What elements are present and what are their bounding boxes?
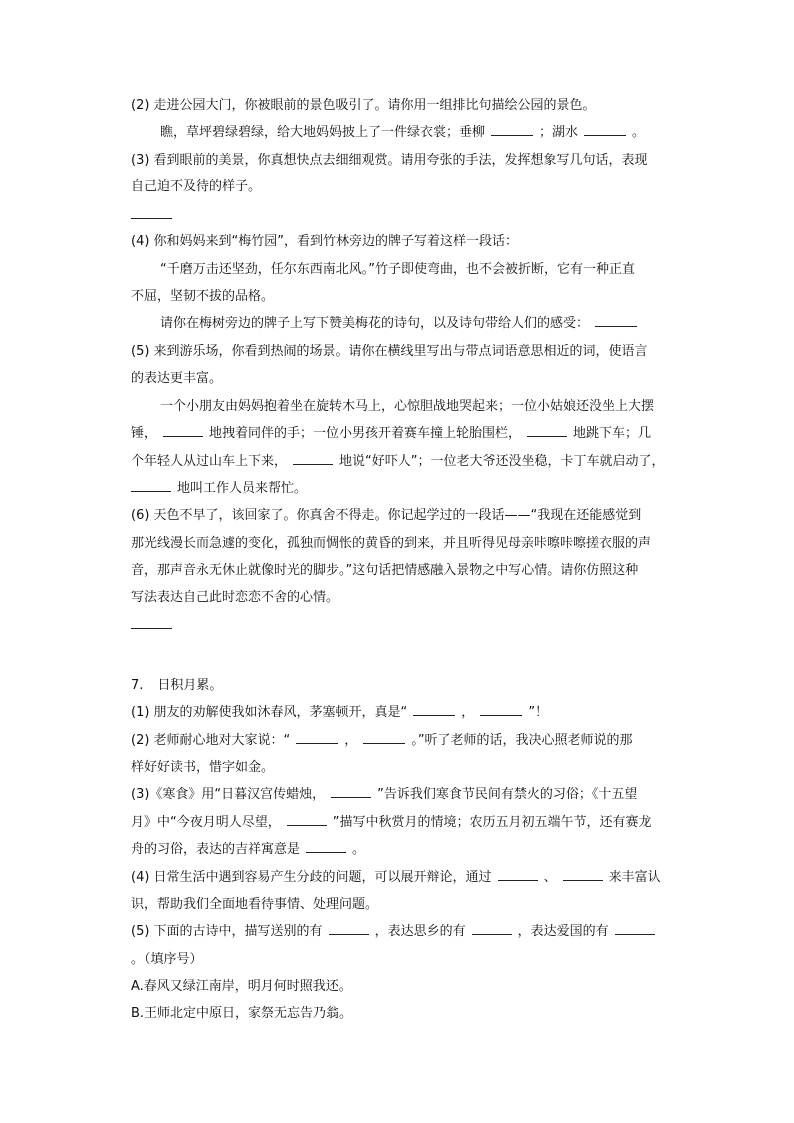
question-6-6-line-3: 音，那声音永无休止就像时光的脚步。”这句话把情感融入景物之中写心情。请你仿照这种 — [131, 563, 639, 578]
section-title: 日积月累。 — [157, 678, 223, 693]
answer-blank[interactable] — [329, 922, 369, 935]
question-6-5-para-3 — [131, 452, 694, 471]
answer-blank[interactable] — [131, 479, 171, 492]
answer-blank[interactable] — [615, 922, 655, 935]
section-number: 7. — [131, 678, 144, 693]
question-text: ”！ — [528, 705, 549, 720]
answer-blank[interactable] — [287, 813, 327, 826]
answer-line[interactable] — [131, 628, 172, 629]
answer-blank[interactable] — [498, 868, 538, 881]
question-text: (5) 下面的古诗中，描写送别的有 — [131, 924, 323, 939]
question-7-3-line-3 — [131, 840, 694, 859]
answer-blank[interactable] — [293, 452, 333, 465]
question-text: (1) 朋友的劝解使我如沐春风，茅塞顿开，真是“ — [131, 705, 408, 720]
question-6-4-quote-1: “千磨万击还坚劲，任尔东西南北风。”竹子即使弯曲，也不会被折断，它有一种正直 — [160, 262, 635, 277]
question-6-6-line-4: 写法表达自己此时恋恋不舍的心情。 — [131, 590, 340, 605]
answer-blank[interactable] — [331, 785, 371, 798]
question-text: (4) 日常生活中遇到容易产生分歧的问题，可以展开辩论，通过 — [131, 870, 492, 885]
answer-blank[interactable] — [472, 922, 512, 935]
question-text: 来丰富认 — [608, 870, 661, 885]
para-text: 地跳下车；几 — [573, 426, 652, 441]
para-text: 地说“好吓人”；一位老大爷还没坐稳，卡丁车就启动了， — [339, 454, 665, 469]
answer-text: 瞧，草坪碧绿碧绿，给大地妈妈披上了一件绿衣裳；垂柳 — [160, 125, 486, 140]
section-7-heading — [131, 676, 694, 695]
option-b: B.王师北定中原日，家祭无忘告乃翁。 — [131, 1006, 353, 1021]
option-a: A.春风又绿江南岸，明月何时照我还。 — [131, 979, 352, 994]
para-text: 锤， — [131, 426, 158, 441]
question-7-3-line-1 — [131, 785, 694, 804]
answer-blank[interactable] — [296, 731, 338, 744]
para-text: 地拽着同伴的手；一位小男孩开着赛车撞上轮胎围栏， — [209, 426, 522, 441]
answer-blank[interactable] — [584, 123, 626, 136]
question-7-1 — [131, 703, 694, 722]
question-7-5-line-1 — [131, 922, 694, 941]
question-text: ， — [344, 733, 358, 748]
question-6-5-line-2: 的表达更丰富。 — [131, 371, 223, 386]
question-text: ”告诉我们寒食节民间有禁火的习俗；《十五望 — [377, 787, 638, 802]
answer-line[interactable] — [131, 218, 172, 219]
question-text: 舟的习俗，表达的吉祥寓意是 — [131, 842, 301, 857]
answer-blank[interactable] — [595, 314, 637, 327]
para-text: 地叫工作人员来帮忙。 — [177, 481, 308, 496]
question-7-5-line-2: 。（填序号） — [131, 952, 203, 967]
answer-text: ；湖水 — [539, 125, 579, 140]
answer-blank[interactable] — [527, 424, 567, 437]
answer-blank[interactable] — [491, 123, 533, 136]
question-6-4-quote-2: 不屈，坚韧不拔的品格。 — [131, 289, 275, 304]
question-6-3-line-1: (3) 看到眼前的美景，你真想快点去细细观赏。请用夸张的手法，发挥想象写几句话，表现 — [131, 153, 648, 168]
question-6-5-para-2 — [131, 424, 694, 443]
answer-blank[interactable] — [363, 731, 405, 744]
question-text: (3)《寒食》用“日暮汉宫传蜡烛， — [131, 787, 326, 802]
question-text: ， — [461, 705, 475, 720]
question-7-4-line-2: 识，帮助我们全面地看待事情、处理问题。 — [131, 897, 379, 912]
para-text: 个年轻人从过山车上下来， — [131, 454, 288, 469]
question-6-6-line-2: 那光线漫长而急遽的变化，孤独而惆怅的黄昏的到来，并且听得见母亲咔嚓咔嚓搓衣服的声 — [131, 536, 652, 551]
answer-blank[interactable] — [306, 840, 346, 853]
question-7-3-line-2 — [131, 813, 694, 832]
answer-blank[interactable] — [163, 424, 203, 437]
question-text: 月》中“今夜月明人尽望， — [131, 815, 281, 830]
question-7-2 — [131, 731, 694, 750]
question-6-3-line-2: 自己迫不及待的样子。 — [131, 179, 262, 194]
question-7-2-line-2: 样好好读书，惜字如金。 — [131, 760, 275, 775]
question-6-4-line-1: (4) 你和妈妈来到“梅竹园”，看到竹林旁边的牌子写着这样一段话： — [131, 234, 519, 249]
question-text: 。 — [352, 842, 366, 857]
answer-blank[interactable] — [563, 868, 603, 881]
task-text: 请你在梅树旁边的牌子上写下赞美梅花的诗句，以及诗句带给人们的感受： — [160, 316, 590, 331]
question-text: ”描写中秋赏月的情境；农历五月初五端午节，还有赛龙 — [332, 815, 652, 830]
question-6-2-answer-line — [160, 123, 694, 142]
answer-text: 。 — [632, 125, 646, 140]
question-6-4-task — [160, 314, 694, 333]
question-7-4-line-1 — [131, 868, 694, 887]
question-text: ，表达爱国的有 — [517, 924, 609, 939]
answer-blank[interactable] — [480, 703, 522, 716]
question-6-5-para-1: 一个小朋友由妈妈抱着坐在旋转木马上，心惊胆战地哭起来；一位小姑娘还没坐上大摆 — [160, 399, 655, 414]
answer-blank[interactable] — [413, 703, 455, 716]
question-text: ，表达思乡的有 — [374, 924, 466, 939]
question-text: 、 — [543, 870, 557, 885]
question-6-5-line-1: (5) 来到游乐场，你看到热闹的场景。请你在横线里写出与带点词语意思相近的词，使语言 — [131, 344, 648, 359]
question-6-2-prompt: (2) 走进公园大门，你被眼前的景色吸引了。请你用一组排比句描绘公园的景色。 — [131, 98, 596, 113]
question-text: (2) 老师耐心地对大家说：“ — [131, 733, 291, 748]
question-6-6-line-1: (6) 天色不早了，该回家了。你真舍不得走。你记起学过的一段话——“我现在还能感觉到 — [131, 508, 642, 523]
question-text: 。”听了老师的话，我决心照老师说的那 — [411, 733, 633, 748]
question-6-5-para-4 — [131, 479, 694, 498]
